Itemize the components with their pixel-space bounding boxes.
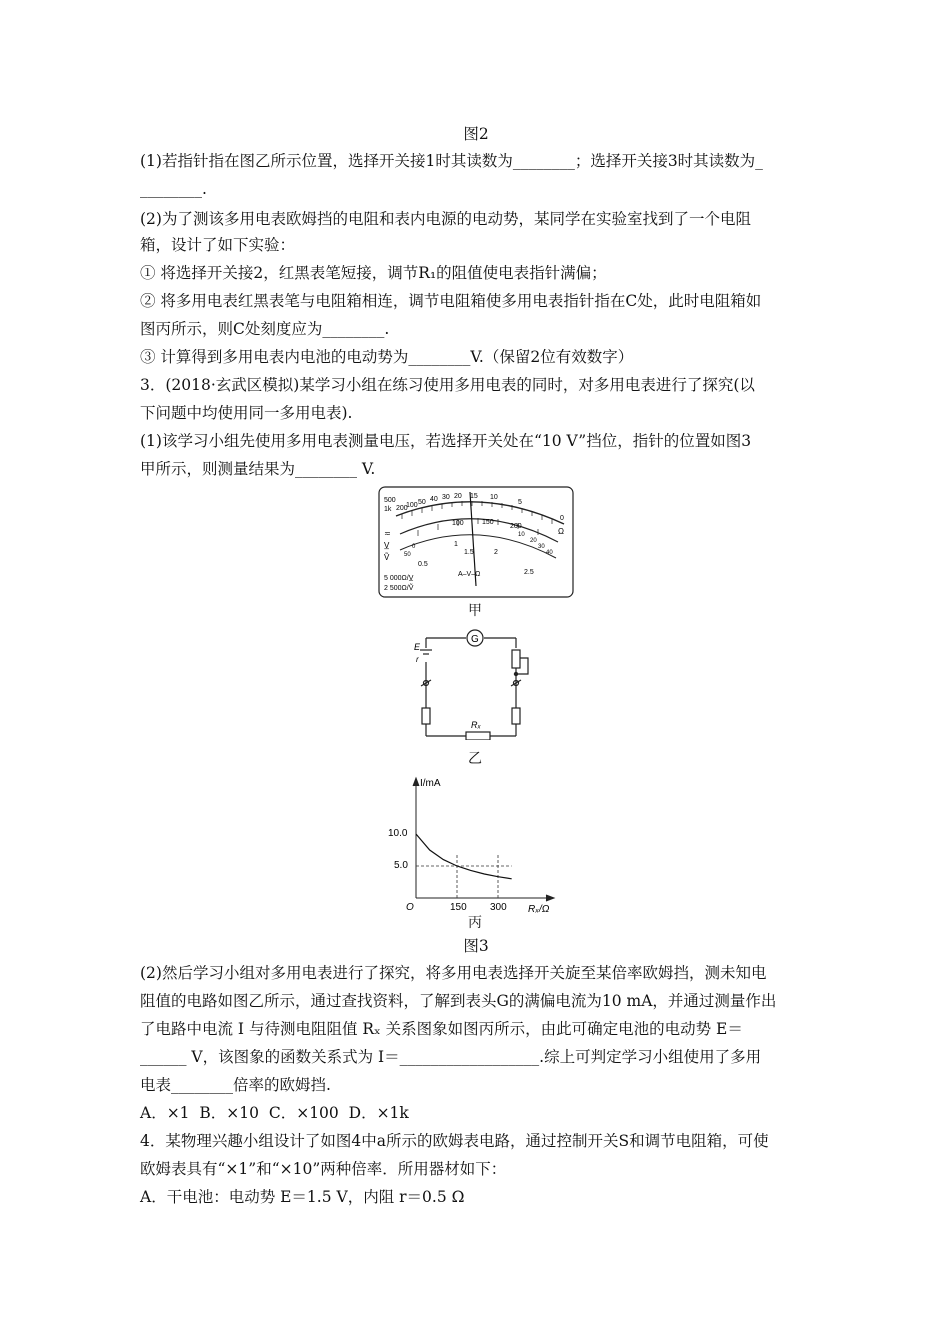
left-mark: V̲ [384, 541, 390, 550]
text-line: A．×1 B．×10 C．×100 D．×1k [140, 1104, 409, 1122]
text-line: ① 将选择开关接2，红黑表笔短接，调节R₁的阻值使电表指针满偏； [140, 264, 607, 282]
text-line: 电表________倍率的欧姆挡. [140, 1076, 331, 1094]
acdc-label: A–V–Ω [458, 571, 481, 578]
dial-label: 1 [454, 541, 458, 548]
ohm-label: 100 [406, 502, 418, 509]
dial-label: 150 [482, 519, 494, 526]
dial-small-label: 30 [538, 544, 545, 550]
y-tick-label: 5.0 [394, 860, 408, 871]
dial-label: 0.5 [418, 561, 428, 568]
text-line: 欧姆表具有“×1”和“×10”两种倍率．所用器材如下： [140, 1160, 507, 1178]
text-line: 阻值的电路如图乙所示，通过查找资料，了解到表头G的满偏电流为10 mA，并通过测量作出 [140, 992, 777, 1010]
x-axis-label: Rₓ/Ω [528, 904, 550, 915]
text-line: 甲所示，则测量结果为________ V. [140, 460, 376, 478]
text-line: (1)若指针指在图乙所示位置，选择开关接1时其读数为________；选择开关接3时其读数为_ [140, 152, 763, 170]
dial-label: 100 [452, 520, 464, 527]
current-resistance-graph [380, 770, 580, 920]
dial-small-label: 20 [530, 538, 537, 544]
circuit-caption: 乙 [468, 751, 482, 767]
ohm-label: 10 [490, 494, 498, 501]
text-line: 4．某物理兴趣小组设计了如图4中a所示的欧姆表电路，通过控制开关S和调节电阻箱，可使 [140, 1132, 769, 1150]
sensitivity-label: 5 000Ω/V̲ [384, 575, 414, 582]
ohm-label: 50 [418, 499, 426, 506]
text-line: (2)为了测该多用电表欧姆挡的电阻和表内电源的电动势，某同学在实验室找到了一个电阻 [140, 210, 751, 228]
ohm-label: 200 [396, 505, 408, 512]
text-line: ______ V，该图象的函数关系式为 I＝__________________.综上可判定学习小组使用了多用 [140, 1048, 762, 1066]
circuit-figure [410, 628, 540, 740]
figure-3-title: 图3 [463, 937, 489, 955]
origin-label: O [406, 902, 414, 913]
dial-small-label: 40 [546, 550, 553, 556]
text-line: ________. [140, 180, 207, 198]
graph-caption: 丙 [468, 915, 482, 931]
left-mark: ≂ [384, 529, 391, 538]
ohm-label: 1k [384, 506, 392, 513]
galvanometer-label: G [471, 634, 479, 645]
x-tick-label: 300 [490, 902, 507, 913]
dial-label: 1.5 [464, 549, 474, 556]
ohm-label: 500 [384, 497, 396, 504]
text-line: 下问题中均使用同一多用电表). [140, 404, 353, 422]
dial-small-label: 50 [404, 552, 411, 558]
text-line: ③ 计算得到多用电表内电池的电动势为________V.（保留2位有效数字） [140, 348, 634, 366]
text-line: 图丙所示，则C处刻度应为________. [140, 320, 390, 338]
internal-r-label: r [416, 655, 419, 664]
y-axis-label: I/mA [420, 778, 441, 789]
text-line: 3．(2018·玄武区模拟)某学习小组在练习使用多用电表的同时，对多用电表进行了探究(以 [140, 376, 755, 394]
text-line: 了电路中电流 I 与待测电阻阻值 Rₓ 关系图象如图丙所示，由此可确定电池的电动势 E＝ [140, 1020, 743, 1038]
dial-label: 2.5 [524, 569, 534, 576]
text-line: 箱，设计了如下实验： [140, 236, 296, 254]
left-mark: Ṽ [384, 553, 390, 562]
dial-label: 200 [510, 523, 522, 530]
meter-caption: 甲 [468, 603, 482, 619]
emf-label: E [414, 642, 421, 652]
text-line: ② 将多用电表红黑表笔与电阻箱相连，调节电阻箱使多用电表指针指在C处，此时电阻箱如 [140, 292, 762, 310]
ohm-label: 15 [470, 493, 478, 500]
dial-small-label: 0 [412, 544, 416, 550]
x-tick-label: 150 [450, 902, 467, 913]
text-line: A．干电池：电动势 E＝1.5 V，内阻 r＝0.5 Ω [140, 1188, 465, 1206]
sensitivity-label: 2 500Ω/Ṽ [384, 585, 414, 592]
dial-label: 2 [494, 549, 498, 556]
figure-2-title: 图2 [463, 125, 489, 143]
ohm-label: 5 [518, 499, 522, 506]
rx-label: Rₓ [471, 720, 481, 730]
text-line: (1)该学习小组先使用多用电表测量电压，若选择开关处在“10 V”挡位，指针的位置如图3 [140, 432, 752, 450]
data-curve [416, 834, 512, 879]
ohm-label: 30 [442, 494, 450, 501]
meter-dial-figure [378, 486, 574, 598]
ohm-label: 0 [560, 515, 564, 522]
ohm-label: 40 [430, 496, 438, 503]
text-line: (2)然后学习小组对多用电表进行了探究，将多用电表选择开关旋至某倍率欧姆挡，测未知电 [140, 964, 767, 982]
ohm-unit: Ω [558, 527, 564, 536]
dial-small-label: 10 [518, 532, 525, 538]
y-tick-label: 10.0 [388, 828, 408, 839]
ohm-label: 20 [454, 493, 462, 500]
